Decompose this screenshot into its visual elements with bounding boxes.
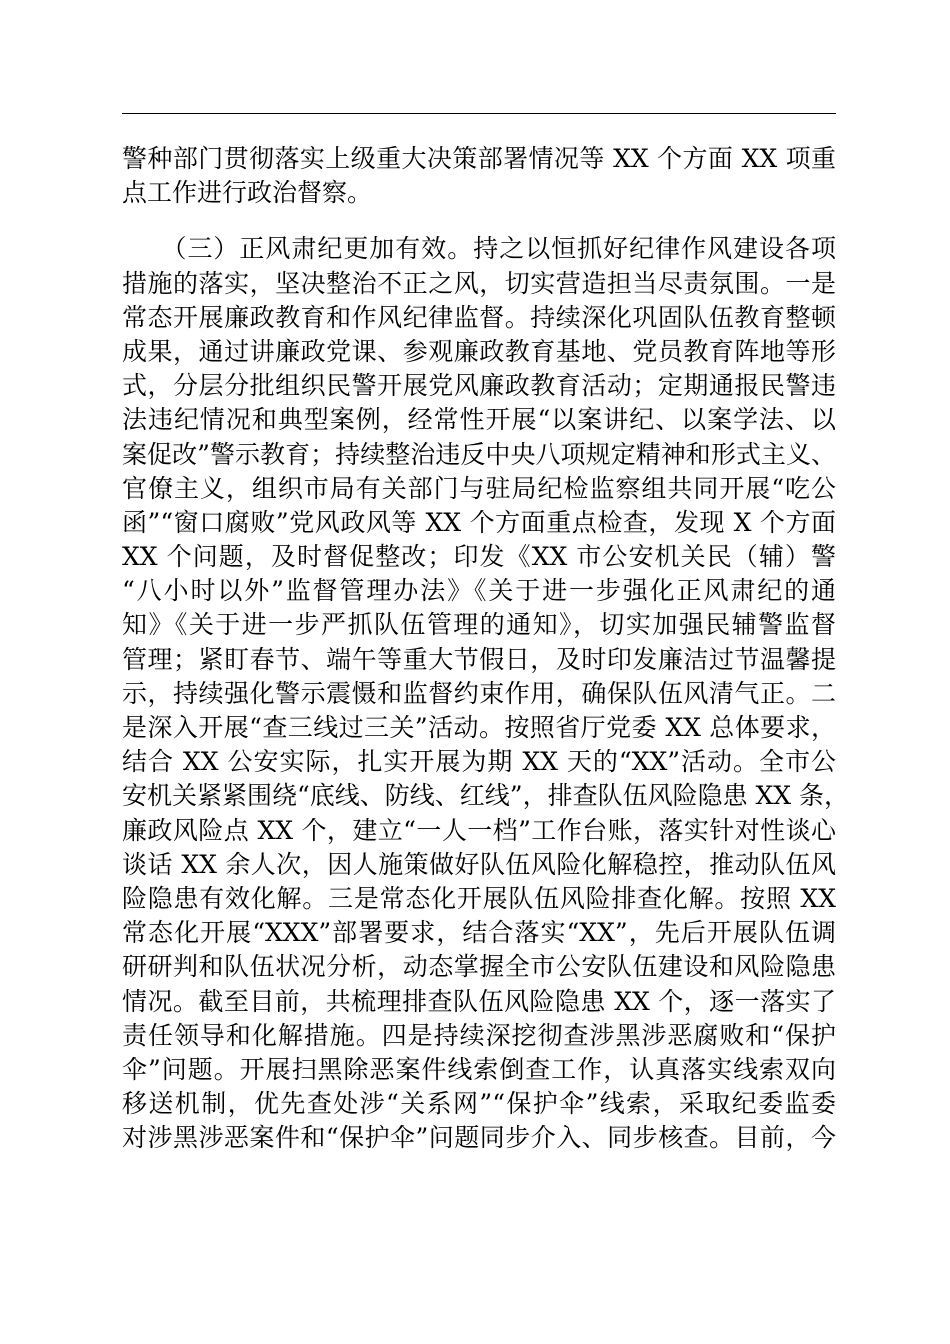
- text-line: 是深入开展“查三线过三关”活动。按照省厅党委 XX 总体要求，: [122, 713, 836, 742]
- text-line: 示，持续强化警示震慑和监督约束作用，确保队伍风清气正。二: [122, 678, 836, 708]
- text-line: 案促改”警示教育；持续整治违反中央八项规定精神和形式主义、: [122, 439, 836, 469]
- text-line: 法违纪情况和典型案例，经常性开展“以案讲纪、以案学法、以: [122, 405, 836, 435]
- text-line: 对涉黑涉恶案件和“保护伞”问题同步介入、同步核查。目前，今: [122, 1123, 836, 1153]
- text-line: XX 个问题，及时督促整改；印发《XX 市公安机关民（辅）警: [122, 542, 836, 572]
- text-line: “八小时以外”监督管理办法》《关于进一步强化正风肃纪的通: [122, 576, 836, 606]
- header-rule: [122, 113, 836, 114]
- text-line: 常态开展廉政教育和作风纪律监督。持续深化巩固队伍教育整顿: [122, 302, 836, 332]
- text-line: 安机关紧紧围绕“底线、防线、红线”，排查队伍风险隐患 XX 条，: [122, 781, 850, 811]
- text-line: 险隐患有效化解。三是常态化开展队伍风险排查化解。按照 XX: [122, 883, 836, 913]
- text-line: 函”“窗口腐败”党风政风等 XX 个方面重点检查，发现 X 个方面: [122, 507, 836, 537]
- text-line: 警种部门贯彻落实上级重大决策部署情况等 XX 个方面 XX 项重: [122, 144, 836, 173]
- document-body: [122, 142, 850, 1155]
- text-line: 知》《关于进一步严抓队伍管理的通知》，切实加强民辅警监督: [122, 610, 836, 640]
- text-line: 廉政风险点 XX 个，建立“一人一档”工作台账，落实针对性谈心: [122, 815, 836, 845]
- text-line: 伞”问题。开展扫黑除恶案件线索倒查工作，认真落实线索双向: [122, 1054, 836, 1084]
- text-line: 官僚主义，组织市局有关部门与驻局纪检监察组共同开展“吃公: [122, 473, 836, 503]
- text-line: 式，分层分批组织民警开展党风廉政教育活动；定期通报民警违: [122, 371, 836, 401]
- text-line: 常态化开展“XXX”部署要求，结合落实“XX”，先后开展队伍调: [122, 918, 836, 948]
- text-line: 结合 XX 公安实际，扎实开展为期 XX 天的“XX”活动。全市公: [122, 747, 836, 777]
- text-line: 责任领导和化解措施。四是持续深挖彻查涉黑涉恶腐败和“保护: [122, 1020, 836, 1050]
- text-line: 措施的落实，坚决整治不正之风，切实营造担当尽责氛围。一是: [122, 268, 836, 298]
- text-line: 移送机制，优先查处涉“关系网”“保护伞”线索，采取纪委监委: [122, 1089, 836, 1119]
- text-line: 情况。截至目前，共梳理排查队伍风险隐患 XX 个，逐一落实了: [122, 986, 836, 1016]
- text-line: 点工作进行政治督察。: [122, 178, 373, 208]
- paragraph-1: [122, 142, 836, 210]
- paragraph-2: [122, 232, 850, 1155]
- text-line: 研研判和队伍状况分析，动态掌握全市公安队伍建设和风险隐患: [122, 952, 836, 982]
- paragraph-gap: [122, 210, 836, 232]
- text-line: （三）正风肃纪更加有效。持之以恒抓好纪律作风建设各项: [122, 234, 836, 264]
- text-line: 谈话 XX 余人次，因人施策做好队伍风险化解稳控，推动队伍风: [122, 849, 836, 879]
- text-line: 成果，通过讲廉政党课、参观廉政教育基地、党员教育阵地等形: [122, 336, 836, 366]
- text-line: 管理；紧盯春节、端午等重大节假日，及时印发廉洁过节温馨提: [122, 644, 836, 674]
